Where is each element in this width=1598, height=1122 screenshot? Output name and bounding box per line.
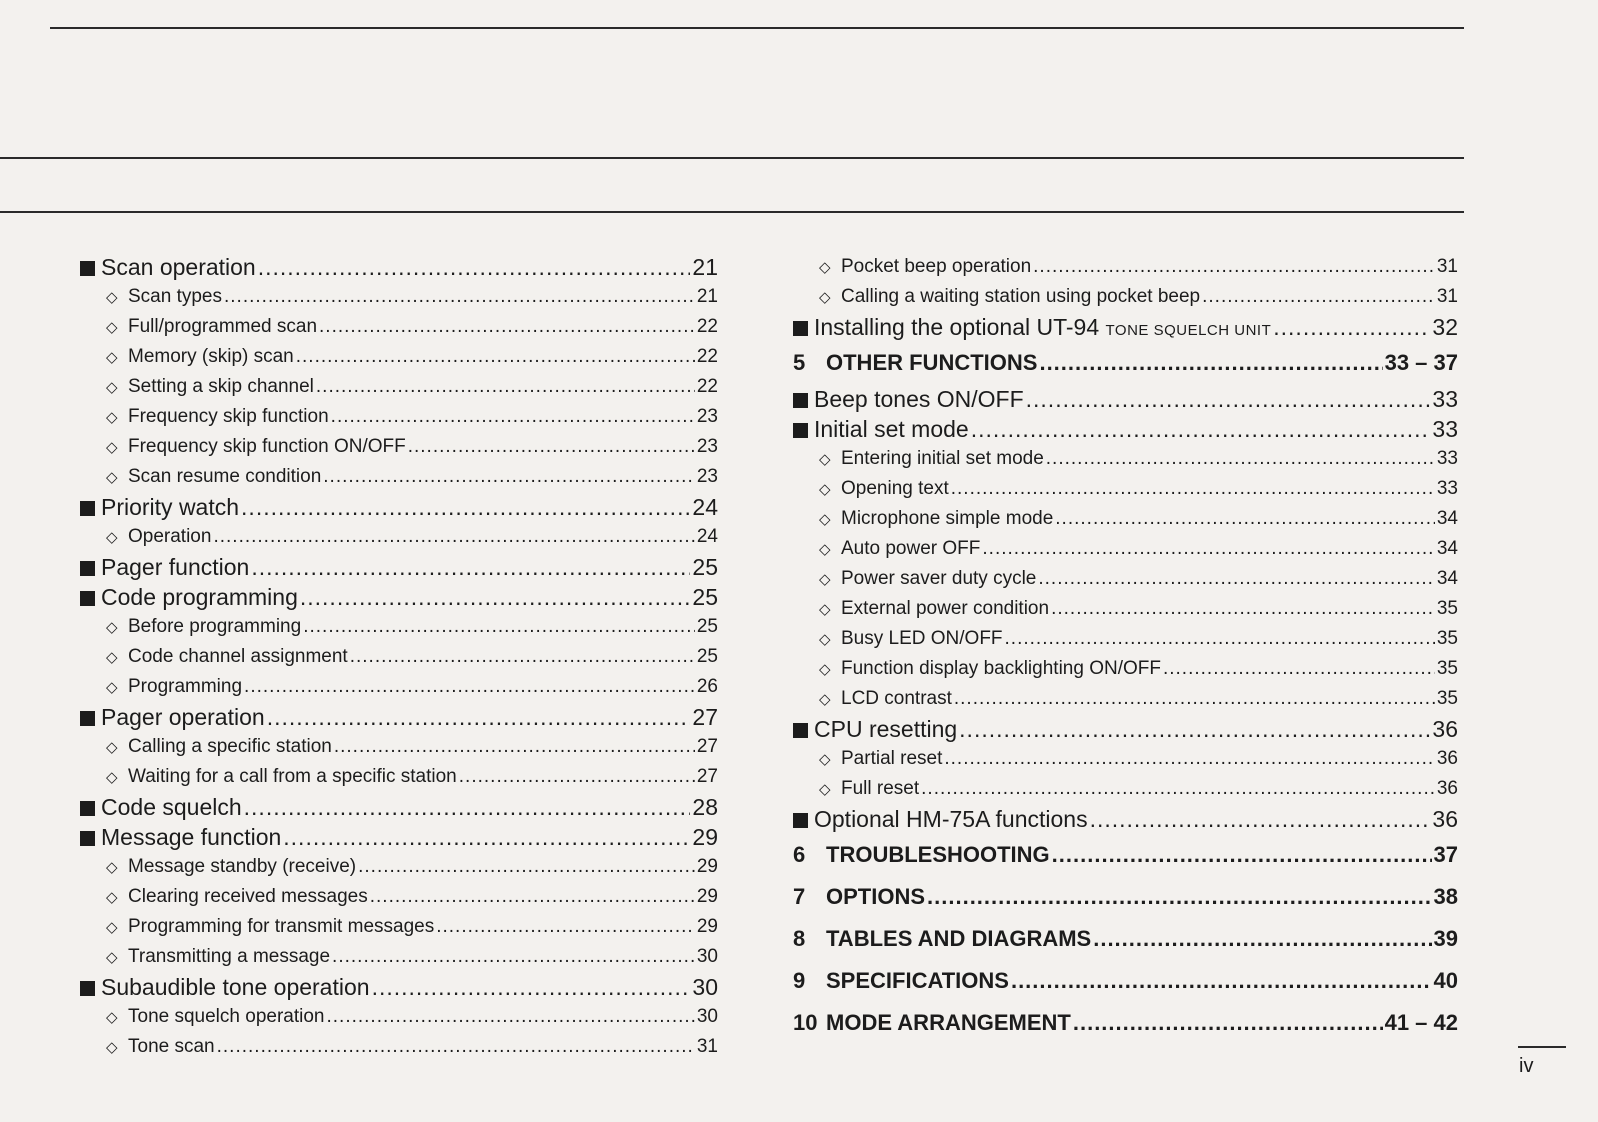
- toc-entry[interactable]: [793, 474, 1458, 504]
- chapter-number: 8: [793, 926, 806, 951]
- diamond-bullet-icon: ◇: [106, 349, 118, 366]
- toc-entry-page: 30: [696, 1006, 718, 1027]
- diamond-bullet-icon: ◇: [106, 1039, 118, 1056]
- chapter-number: 7: [793, 884, 806, 909]
- toc-entry[interactable]: [80, 402, 718, 432]
- diamond-bullet-icon: ◇: [106, 319, 118, 336]
- toc-entry-page: 29: [696, 916, 718, 937]
- dot-leader: [1038, 564, 1435, 594]
- dot-leader: [296, 342, 695, 372]
- dot-leader: [927, 876, 1432, 918]
- toc-right-column: [793, 252, 1458, 1044]
- toc-entry[interactable]: [793, 534, 1458, 564]
- toc-entry-title: OTHER FUNCTIONS: [826, 350, 1038, 375]
- toc-entry[interactable]: [793, 684, 1458, 714]
- toc-entry-title: SPECIFICATIONS: [826, 968, 1009, 993]
- toc-entry-page: 25: [692, 584, 718, 610]
- diamond-bullet-icon: ◇: [106, 889, 118, 906]
- square-bullet-icon: [793, 813, 808, 828]
- toc-entry[interactable]: [80, 972, 718, 1002]
- toc-entry-page: 22: [696, 346, 718, 367]
- toc-entry[interactable]: [80, 492, 718, 522]
- diamond-bullet-icon: ◇: [819, 289, 831, 306]
- diamond-bullet-icon: ◇: [819, 751, 831, 768]
- toc-entry-page: 21: [696, 286, 718, 307]
- toc-entry-page: 34: [1436, 538, 1458, 559]
- square-bullet-icon: [80, 711, 95, 726]
- upper-rule: [0, 157, 1464, 159]
- toc-entry-page: 31: [1436, 286, 1458, 307]
- diamond-bullet-icon: ◇: [819, 781, 831, 798]
- dot-leader: [1011, 960, 1432, 1002]
- dot-leader: [1039, 342, 1382, 384]
- dot-leader: [1202, 282, 1435, 312]
- toc-entry[interactable]: [793, 594, 1458, 624]
- toc-entry[interactable]: [80, 672, 718, 702]
- toc-entry-title: Auto power OFF: [841, 538, 981, 559]
- toc-entry-page: 37: [1433, 842, 1458, 867]
- toc-entry-title: Busy LED ON/OFF: [841, 628, 1003, 649]
- toc-entry-title: CPU resetting: [814, 716, 958, 742]
- toc-entry[interactable]: [80, 942, 718, 972]
- toc-entry-title: Entering initial set mode: [841, 448, 1044, 469]
- toc-entry-title: External power condition: [841, 598, 1050, 619]
- dot-leader: [1073, 1002, 1383, 1044]
- toc-entry-page: 25: [692, 554, 718, 580]
- toc-entry-page: 34: [1436, 508, 1458, 529]
- toc-entry-title: Partial reset: [841, 748, 943, 769]
- toc-entry[interactable]: [80, 312, 718, 342]
- toc-entry-page: 35: [1436, 688, 1458, 709]
- toc-entry[interactable]: [793, 834, 1458, 876]
- diamond-bullet-icon: ◇: [819, 259, 831, 276]
- diamond-bullet-icon: ◇: [106, 919, 118, 936]
- toc-entry-title: Subaudible tone operation: [101, 974, 370, 1000]
- dot-leader: [300, 582, 691, 612]
- chapter-number: 6: [793, 842, 806, 867]
- toc-entry-small-caps: TONE SQUELCH UNIT: [1105, 322, 1272, 339]
- toc-entry-page: 25: [696, 646, 718, 667]
- toc-entry-page: 23: [696, 406, 718, 427]
- toc-left-column: [80, 252, 718, 1062]
- dot-leader: [1093, 918, 1431, 960]
- dot-leader: [944, 744, 1434, 774]
- toc-entry-title: Priority watch: [101, 494, 240, 520]
- toc-entry[interactable]: [80, 702, 718, 732]
- toc-entry-page: 28: [692, 794, 718, 820]
- dot-leader: [436, 912, 695, 942]
- diamond-bullet-icon: ◇: [106, 529, 118, 546]
- dot-leader: [303, 612, 695, 642]
- diamond-bullet-icon: ◇: [819, 481, 831, 498]
- dot-leader: [217, 1032, 695, 1062]
- toc-entry-page: 27: [696, 766, 718, 787]
- toc-entry-page: 29: [692, 824, 718, 850]
- diamond-bullet-icon: ◇: [106, 649, 118, 666]
- toc-entry-title: Initial set mode: [814, 416, 969, 442]
- toc-entry-title: TROUBLESHOOTING: [826, 842, 1050, 867]
- toc-entry-title: Pager function: [101, 554, 250, 580]
- toc-entry-title: TABLES AND DIAGRAMS: [826, 926, 1092, 951]
- toc-entry[interactable]: [793, 444, 1458, 474]
- toc-entry-title: Optional HM-75A functions: [814, 806, 1088, 832]
- square-bullet-icon: [80, 561, 95, 576]
- toc-entry-page: 23: [696, 466, 718, 487]
- diamond-bullet-icon: ◇: [106, 409, 118, 426]
- diamond-bullet-icon: ◇: [819, 601, 831, 618]
- toc-entry-page: 24: [692, 494, 718, 520]
- toc-entry-page: 21: [692, 254, 718, 280]
- toc-entry-title: Transmitting a message: [128, 946, 331, 967]
- dot-leader: [358, 852, 695, 882]
- toc-entry-page: 35: [1436, 628, 1458, 649]
- toc-entry-page: 26: [696, 676, 718, 697]
- dot-leader: [332, 942, 695, 972]
- toc-entry-page: 36: [1436, 778, 1458, 799]
- toc-entry-page: 32: [1432, 314, 1458, 340]
- dot-leader: [1005, 624, 1435, 654]
- toc-entry[interactable]: [80, 762, 718, 792]
- toc-entry[interactable]: [80, 912, 718, 942]
- diamond-bullet-icon: ◇: [819, 451, 831, 468]
- toc-entry[interactable]: [793, 252, 1458, 282]
- toc-entry-title: Message function: [101, 824, 282, 850]
- toc-entry[interactable]: [80, 822, 718, 852]
- toc-entry-title: Pager operation: [101, 704, 265, 730]
- dot-leader: [954, 684, 1435, 714]
- toc-entry-page: 31: [696, 1036, 718, 1057]
- toc-entry-page: 36: [1436, 748, 1458, 769]
- toc-entry-page: 35: [1436, 598, 1458, 619]
- toc-entry[interactable]: [80, 252, 718, 282]
- toc-entry[interactable]: [80, 582, 718, 612]
- toc-entry[interactable]: [793, 312, 1458, 342]
- toc-entry[interactable]: [80, 732, 718, 762]
- toc-entry[interactable]: [80, 1032, 718, 1062]
- toc-entry-title: Clearing received messages: [128, 886, 368, 907]
- toc-entry-title: Power saver duty cycle: [841, 568, 1037, 589]
- toc-entry[interactable]: [80, 1002, 718, 1032]
- toc-entry[interactable]: [793, 654, 1458, 684]
- toc-entry-page: 33 – 37: [1384, 350, 1458, 375]
- diamond-bullet-icon: ◇: [106, 859, 118, 876]
- toc-entry-title: Frequency skip function: [128, 406, 329, 427]
- toc-entry-page: 29: [696, 856, 718, 877]
- toc-entry-page: 23: [696, 436, 718, 457]
- square-bullet-icon: [80, 981, 95, 996]
- dot-leader: [951, 474, 1435, 504]
- toc-entry[interactable]: [793, 918, 1458, 960]
- toc-entry[interactable]: [793, 504, 1458, 534]
- toc-entry-title: Pocket beep operation: [841, 256, 1032, 277]
- toc-entry-page: 36: [1432, 806, 1458, 832]
- dot-leader: [1026, 384, 1431, 414]
- toc-entry-title: OPTIONS: [826, 884, 926, 909]
- dot-leader: [982, 534, 1434, 564]
- dot-leader: [1090, 804, 1431, 834]
- toc-entry-page: 36: [1432, 716, 1458, 742]
- dot-leader: [1046, 444, 1435, 474]
- dot-leader: [283, 822, 690, 852]
- toc-entry-page: 33: [1432, 386, 1458, 412]
- square-bullet-icon: [80, 501, 95, 516]
- square-bullet-icon: [793, 393, 808, 408]
- dot-leader: [1273, 312, 1430, 342]
- dot-leader: [326, 1002, 694, 1032]
- toc-entry-title: Before programming: [128, 616, 302, 637]
- toc-entry-page: 29: [696, 886, 718, 907]
- dot-leader: [319, 312, 695, 342]
- dot-leader: [251, 552, 690, 582]
- toc-entry[interactable]: [793, 960, 1458, 1002]
- diamond-bullet-icon: ◇: [106, 679, 118, 696]
- toc-entry-title: Message standby (receive): [128, 856, 357, 877]
- square-bullet-icon: [80, 801, 95, 816]
- diamond-bullet-icon: ◇: [106, 1009, 118, 1026]
- toc-entry-page: 34: [1436, 568, 1458, 589]
- toc-entry-title: Function display backlighting ON/OFF: [841, 658, 1161, 679]
- toc-entry-title: Waiting for a call from a specific station: [128, 766, 457, 787]
- page-number: iv: [1519, 1055, 1534, 1077]
- dot-leader: [350, 642, 695, 672]
- page-number-rule: [1518, 1046, 1566, 1048]
- toc-entry-page: 41 – 42: [1384, 1010, 1458, 1035]
- toc-entry-page: 25: [696, 616, 718, 637]
- toc-entry[interactable]: [793, 804, 1458, 834]
- toc-entry[interactable]: [80, 372, 718, 402]
- toc-entry-page: 30: [692, 974, 718, 1000]
- dot-leader: [334, 732, 695, 762]
- chapter-number: 10: [793, 1010, 818, 1035]
- dot-leader: [244, 792, 691, 822]
- toc-entry-page: 33: [1436, 478, 1458, 499]
- diamond-bullet-icon: ◇: [819, 631, 831, 648]
- toc-entry-title: Setting a skip channel: [128, 376, 314, 397]
- diamond-bullet-icon: ◇: [819, 661, 831, 678]
- toc-entry-page: 22: [696, 376, 718, 397]
- toc-entry-page: 40: [1433, 968, 1458, 993]
- dot-leader: [959, 714, 1430, 744]
- dot-leader: [267, 702, 691, 732]
- dot-leader: [370, 882, 695, 912]
- top-rule: [50, 27, 1464, 29]
- toc-entry[interactable]: [793, 714, 1458, 744]
- toc-entry-title: Memory (skip) scan: [128, 346, 294, 367]
- diamond-bullet-icon: ◇: [819, 691, 831, 708]
- toc-entry[interactable]: [80, 462, 718, 492]
- toc-entry[interactable]: [793, 744, 1458, 774]
- dot-leader: [224, 282, 695, 312]
- dot-leader: [459, 762, 695, 792]
- square-bullet-icon: [80, 591, 95, 606]
- toc-entry-title: Calling a specific station: [128, 736, 332, 757]
- toc-entry[interactable]: [793, 384, 1458, 414]
- toc-entry[interactable]: [80, 282, 718, 312]
- square-bullet-icon: [80, 261, 95, 276]
- toc-entry-title: Full reset: [841, 778, 920, 799]
- toc-entry-page: 31: [1436, 256, 1458, 277]
- diamond-bullet-icon: ◇: [106, 739, 118, 756]
- toc-entry-title: Code programming: [101, 584, 298, 610]
- toc-entry-title: Full/programmed scan: [128, 316, 318, 337]
- toc-entry[interactable]: [80, 432, 718, 462]
- diamond-bullet-icon: ◇: [819, 541, 831, 558]
- toc-entry-title: Tone squelch operation: [128, 1006, 325, 1027]
- toc-entry-page: 27: [692, 704, 718, 730]
- dot-leader: [213, 522, 694, 552]
- diamond-bullet-icon: ◇: [819, 511, 831, 528]
- toc-entry[interactable]: [793, 414, 1458, 444]
- toc-entry[interactable]: [80, 552, 718, 582]
- toc-entry-title: Calling a waiting station using pocket beep: [841, 286, 1201, 307]
- toc-entry[interactable]: [793, 342, 1458, 384]
- toc-entry-page: 33: [1432, 416, 1458, 442]
- toc-entry-title: Code channel assignment: [128, 646, 348, 667]
- toc-entry-title: Programming: [128, 676, 243, 697]
- diamond-bullet-icon: ◇: [106, 769, 118, 786]
- dot-leader: [241, 492, 690, 522]
- toc-entry-title: Scan resume condition: [128, 466, 322, 487]
- toc-entry-page: 24: [696, 526, 718, 547]
- dot-leader: [921, 774, 1435, 804]
- dot-leader: [408, 432, 695, 462]
- toc-entry-title: Scan operation: [101, 254, 256, 280]
- dot-leader: [1055, 504, 1435, 534]
- toc-entry[interactable]: [80, 612, 718, 642]
- toc-entry-title: Tone scan: [128, 1036, 215, 1057]
- chapter-number: 5: [793, 350, 806, 375]
- toc-entry-title: Operation: [128, 526, 212, 547]
- toc-entry-title: Microphone simple mode: [841, 508, 1054, 529]
- dot-leader: [323, 462, 695, 492]
- toc-entry[interactable]: [793, 774, 1458, 804]
- diamond-bullet-icon: ◇: [106, 289, 118, 306]
- dot-leader: [331, 402, 695, 432]
- square-bullet-icon: [793, 423, 808, 438]
- chapter-number: 9: [793, 968, 806, 993]
- dot-leader: [1051, 594, 1435, 624]
- toc-entry-title: Scan types: [128, 286, 222, 307]
- toc-entry[interactable]: [80, 882, 718, 912]
- toc-entry-title: Installing the optional UT-94: [814, 314, 1100, 340]
- toc-entry-page: 38: [1433, 884, 1458, 909]
- toc-entry[interactable]: [793, 1002, 1458, 1044]
- dot-leader: [1052, 834, 1432, 876]
- toc-entry[interactable]: [793, 876, 1458, 918]
- toc-entry[interactable]: [793, 624, 1458, 654]
- diamond-bullet-icon: ◇: [106, 439, 118, 456]
- toc-entry[interactable]: [793, 282, 1458, 312]
- lower-rule: [0, 211, 1464, 213]
- toc-entry-title: MODE ARRANGEMENT: [826, 1010, 1071, 1035]
- toc-entry[interactable]: [80, 642, 718, 672]
- toc-entry-title: LCD contrast: [841, 688, 952, 709]
- diamond-bullet-icon: ◇: [106, 379, 118, 396]
- toc-entry-page: 39: [1433, 926, 1458, 951]
- toc-entry[interactable]: [80, 342, 718, 372]
- square-bullet-icon: [793, 321, 808, 336]
- toc-entry[interactable]: [80, 852, 718, 882]
- toc-entry[interactable]: [80, 792, 718, 822]
- toc-entry[interactable]: [80, 522, 718, 552]
- diamond-bullet-icon: ◇: [819, 571, 831, 588]
- toc-entry-page: 35: [1436, 658, 1458, 679]
- toc-entry-page: 30: [696, 946, 718, 967]
- toc-entry-title: Frequency skip function ON/OFF: [128, 436, 406, 457]
- toc-entry-page: 27: [696, 736, 718, 757]
- square-bullet-icon: [80, 831, 95, 846]
- dot-leader: [971, 414, 1431, 444]
- dot-leader: [372, 972, 691, 1002]
- dot-leader: [1033, 252, 1435, 282]
- square-bullet-icon: [793, 723, 808, 738]
- dot-leader: [316, 372, 695, 402]
- toc-entry-title: Programming for transmit messages: [128, 916, 435, 937]
- toc-entry-page: 33: [1436, 448, 1458, 469]
- toc-entry[interactable]: [793, 564, 1458, 594]
- dot-leader: [258, 252, 691, 282]
- toc-entry-title: Opening text: [841, 478, 949, 499]
- diamond-bullet-icon: ◇: [106, 619, 118, 636]
- toc-entry-title: Beep tones ON/OFF: [814, 386, 1024, 412]
- diamond-bullet-icon: ◇: [106, 469, 118, 486]
- dot-leader: [1163, 654, 1435, 684]
- toc-entry-title: Code squelch: [101, 794, 242, 820]
- toc-entry-page: 22: [696, 316, 718, 337]
- dot-leader: [244, 672, 695, 702]
- diamond-bullet-icon: ◇: [106, 949, 118, 966]
